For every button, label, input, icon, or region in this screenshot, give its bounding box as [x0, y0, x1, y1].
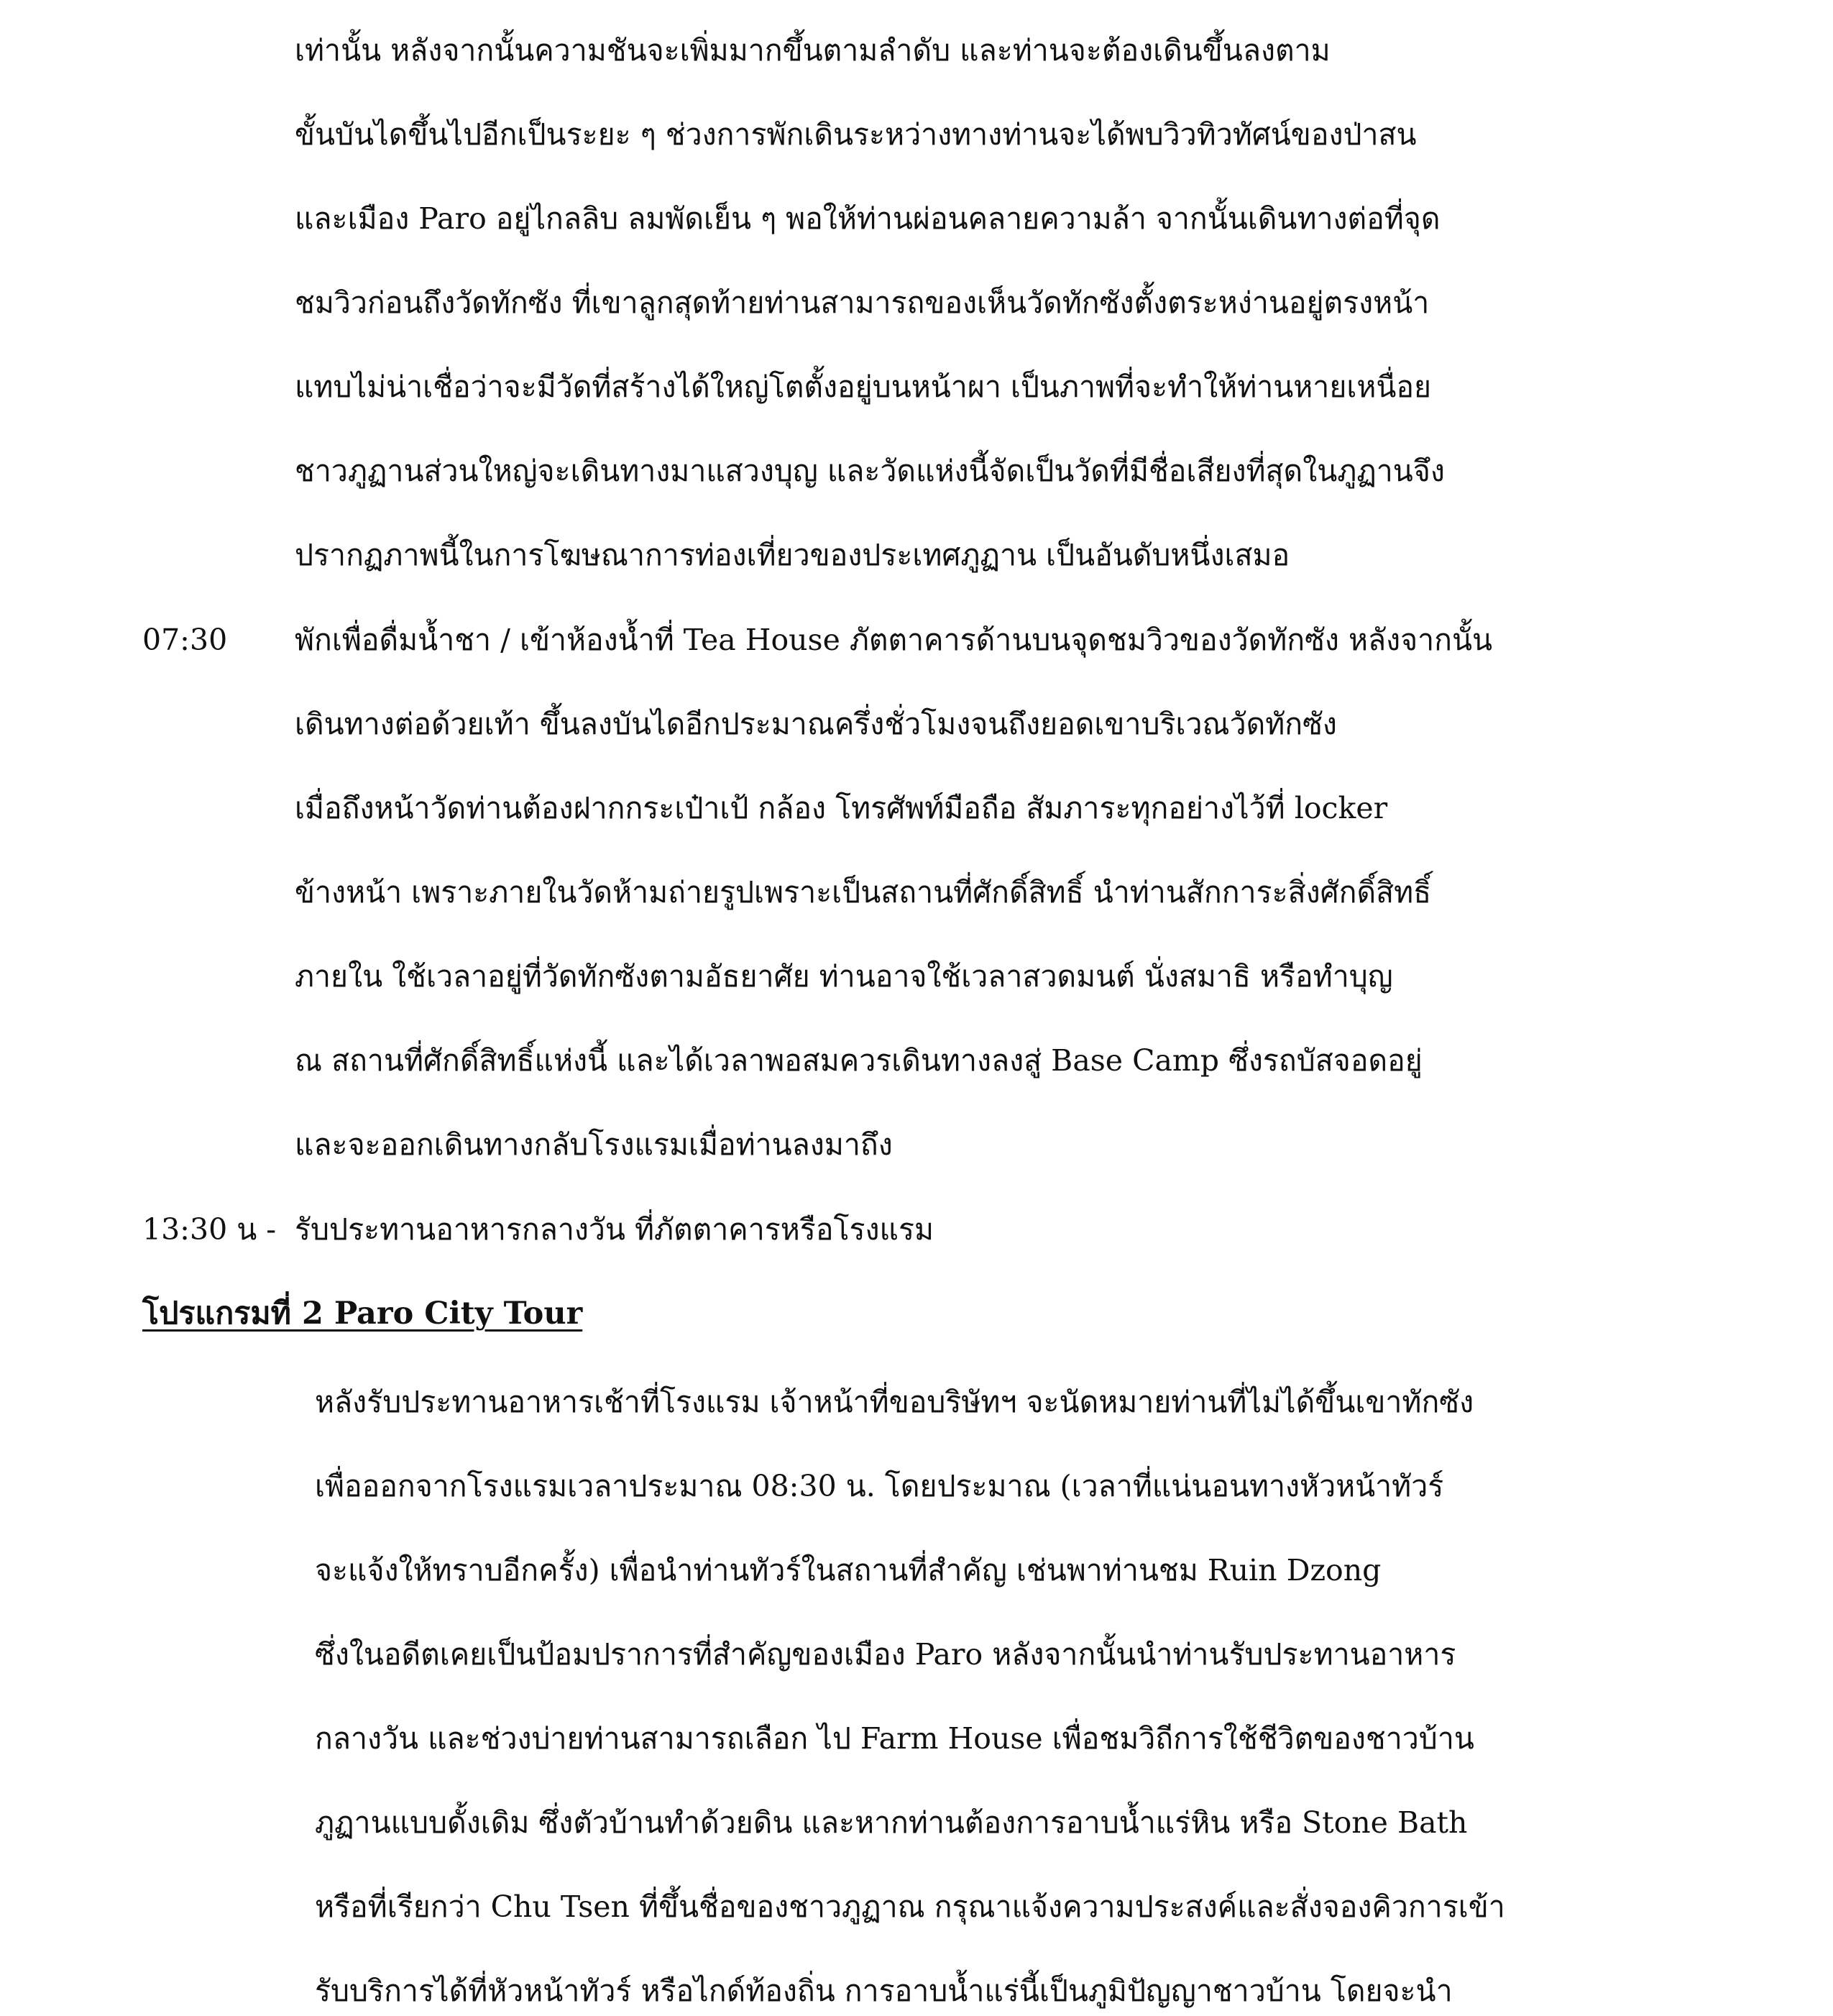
schedule-line: เดินทางต่อด้วยเท้า ขึ้นลงบันไดอีกประมาณครึ่งชั่วโมงจนถึงยอดเขาบริเวณวัดทักซัง: [295, 707, 1337, 741]
paragraph-line: เท่านั้น หลังจากนั้นความชันจะเพิ่มมากขึ้นตามลำดับ และท่านจะต้องเดินขึ้นลงตาม: [295, 33, 1331, 68]
paragraph-line: ชมวิวก่อนถึงวัดทักซัง ที่เขาลูกสุดท้ายท่านสามารถของเห็นวัดทักซังตั้งตระหง่านอยู่ตรงหน้า: [295, 285, 1430, 320]
paragraph-line: หรือที่เรียกว่า Chu Tsen ที่ขึ้นชื่อของชาวภูฏาณ กรุณาแจ้งความประสงค์และสั่งจองคิวการเข้า: [315, 1889, 1505, 1924]
schedule-line: พักเพื่อดื่มน้ำชา / เข้าห้องน้ำที่ Tea House ภัตตาคารด้านบนจุดชมวิวของวัดทักซัง หลังจากนั้น: [295, 623, 1493, 657]
paragraph-line: ซึ่งในอดีตเคยเป็นป้อมปราการที่สำคัญของเมือง Paro หลังจากนั้นนำท่านรับประทานอาหาร: [315, 1637, 1456, 1672]
paragraph-line: จะแจ้งให้ทราบอีกครั้ง) เพื่อนำท่านทัวร์ในสถานที่สำคัญ เช่นพาท่านชม Ruin Dzong: [315, 1553, 1382, 1587]
paragraph-line: รับบริการได้ที่หัวหน้าทัวร์ หรือไกด์ท้องถิ่น การอาบน้ำแร่นี้เป็นภูมิปัญญาชาวบ้าน โดยจะนำ: [315, 1974, 1453, 2008]
paragraph-line: เพื่อออกจากโรงแรมเวลาประมาณ 08:30 น. โดยประมาณ (เวลาที่แน่นอนทางหัวหน้าทัวร์: [315, 1469, 1444, 1503]
paragraph-line: ชาวภูฏานส่วนใหญ่จะเดินทางมาแสวงบุญ และวัดแห่งนี้จัดเป็นวัดที่มีชื่อเสียงที่สุดในภูฏานจึง: [295, 454, 1445, 488]
schedule-line: ณ สถานที่ศักดิ์สิทธิ์แห่งนี้ และได้เวลาพอสมควรเดินทางลงสู่ Base Camp ซึ่งรถบัสจอดอยู่: [295, 1043, 1423, 1078]
schedule-time: 07:30: [142, 623, 228, 657]
paragraph-line: ภูฏานแบบดั้งเดิม ซึ่งตัวบ้านทำด้วยดิน และหากท่านต้องการอาบน้ำแร่หิน หรือ Stone Bath: [315, 1805, 1468, 1840]
paragraph-line: แทบไม่น่าเชื่อว่าจะมีวัดที่สร้างได้ใหญ่โตตั้งอยู่บนหน้าผา เป็นภาพที่จะทำให้ท่านหายเหนื่อย: [295, 370, 1432, 404]
paragraph-line: กลางวัน และช่วงบ่ายท่านสามารถเลือก ไป Farm House เพื่อชมวิถีการใช้ชีวิตของชาวบ้าน: [315, 1721, 1474, 1756]
program-2-heading: โปรแกรมที่ 2 Paro City Tour: [142, 1296, 583, 1332]
schedule-line: ภายใน ใช้เวลาอยู่ที่วัดทักซังตามอัธยาศัย ท่านอาจใช้เวลาสวดมนต์ นั่งสมาธิ หรือทำบุญ: [295, 959, 1393, 994]
schedule-time: 13:30 น -: [142, 1212, 277, 1247]
paragraph-line: ขั้นบันไดขึ้นไปอีกเป็นระยะ ๆ ช่วงการพักเดินระหว่างทางท่านจะได้พบวิวทิวทัศน์ของป่าสน: [295, 117, 1417, 152]
schedule-line: เมื่อถึงหน้าวัดท่านต้องฝากกระเป๋าเป้ กล้อง โทรศัพท์มือถือ สัมภาระทุกอย่างไว้ที่ locker: [295, 791, 1388, 825]
schedule-line: และจะออกเดินทางกลับโรงแรมเมื่อท่านลงมาถึง: [295, 1127, 893, 1162]
schedule-line: รับประทานอาหารกลางวัน ที่ภัตตาคารหรือโรงแรม: [295, 1212, 934, 1247]
schedule-line: ข้างหน้า เพราะภายในวัดห้ามถ่ายรูปเพราะเป็นสถานที่ศักดิ์สิทธิ์ นำท่านสักการะสิ่งศักดิ์สิทธิ์: [295, 875, 1432, 910]
paragraph-line: ปรากฏภาพนี้ในการโฆษณาการท่องเที่ยวของประเทศภูฏาน เป็นอันดับหนึ่งเสมอ: [295, 538, 1290, 572]
paragraph-line: หลังรับประทานอาหารเช้าที่โรงแรม เจ้าหน้าที่ขอบริษัทฯ จะนัดหมายท่านที่ไม่ได้ขึ้นเขาทักซัง: [315, 1385, 1474, 1419]
paragraph-line: และเมือง Paro อยู่ไกลลิบ ลมพัดเย็น ๆ พอให้ท่านผ่อนคลายความล้า จากนั้นเดินทางต่อที่จุด: [295, 201, 1441, 236]
